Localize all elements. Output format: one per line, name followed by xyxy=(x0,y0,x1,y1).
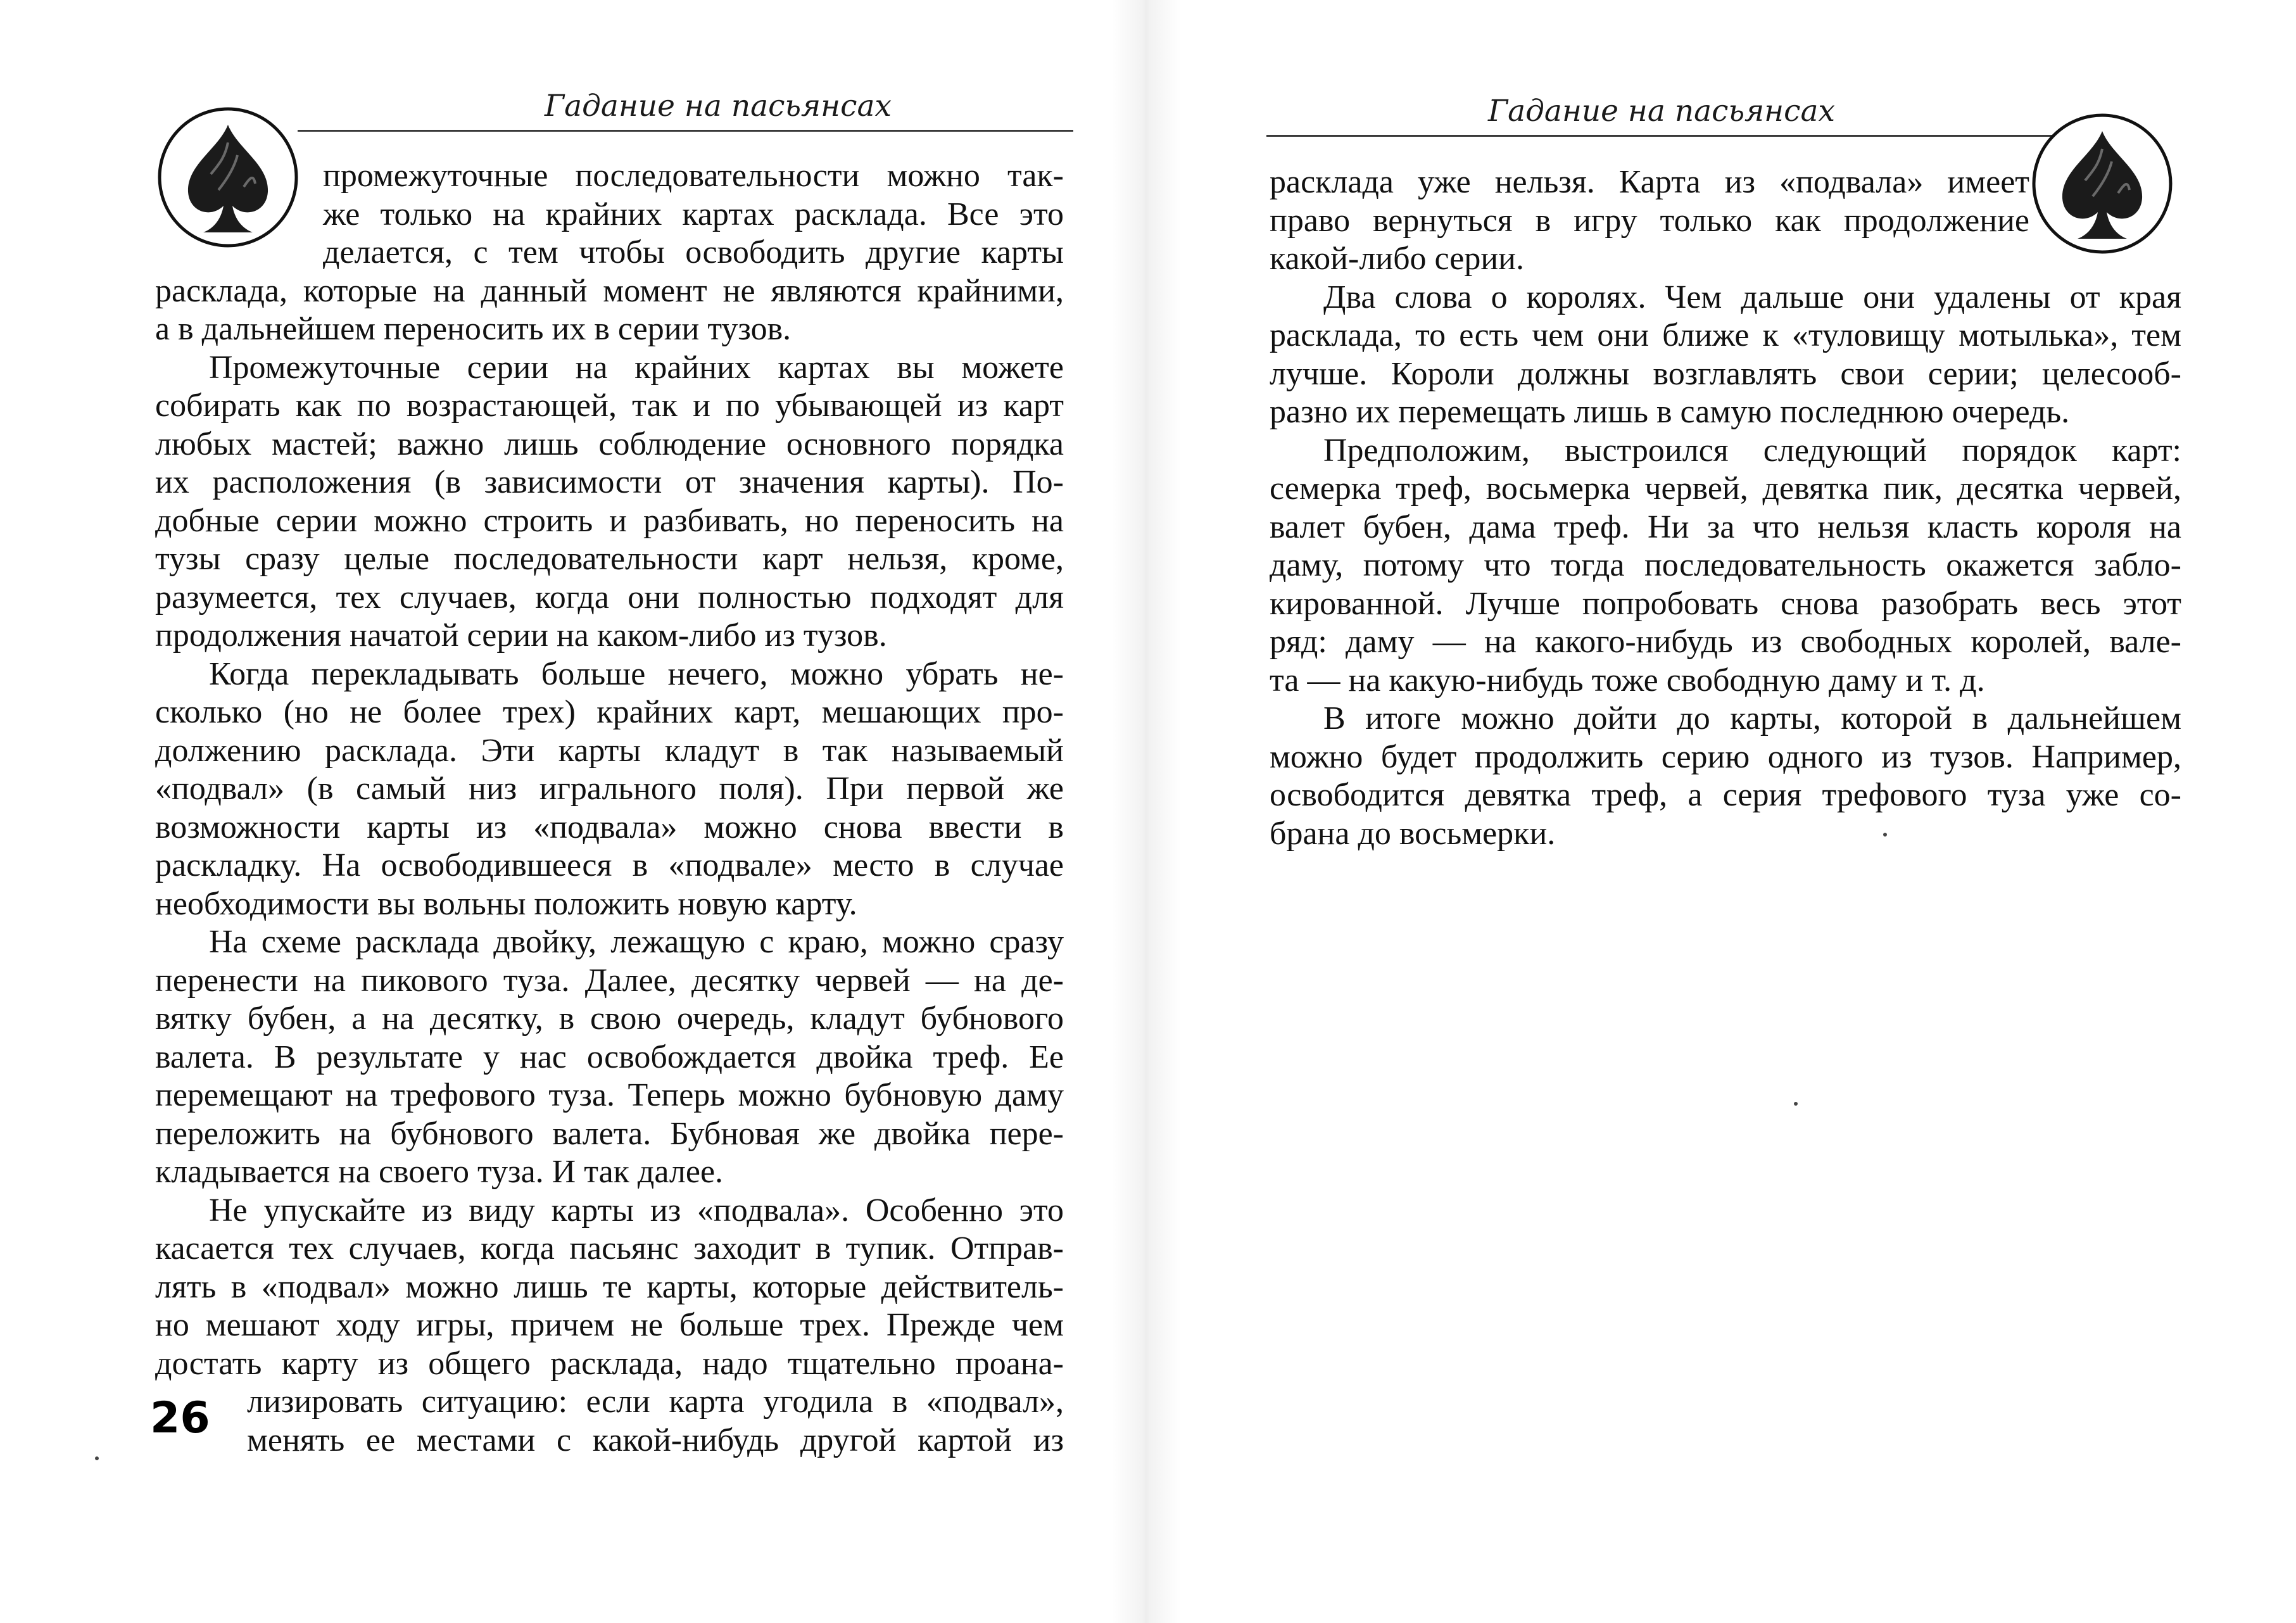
text-line: кированной. Лучше попробовать снова разобрать весь этот xyxy=(1270,585,2181,622)
text-line: брана до восьмерки. xyxy=(1270,815,1556,852)
text-line: Предположим, выстроился следующий порядок карт: xyxy=(1323,432,2181,469)
text-line: добные серии можно строить и разбивать, но переносить на xyxy=(155,502,1064,539)
print-speck xyxy=(95,1456,99,1460)
print-speck xyxy=(1794,1102,1798,1106)
text-line: любых мастей; важно лишь соблюдение основного порядка xyxy=(155,426,1064,462)
text-line: необходимости вы вольны положить новую карту. xyxy=(155,885,857,922)
text-line: касается тех случаев, когда пасьянс заходит в тупик. Отправ- xyxy=(155,1230,1064,1266)
text-line: но мешают ходу игры, причем не больше трех. Прежде чем xyxy=(155,1307,1064,1343)
text-line: расклада уже нельзя. Карта из «подвала» имеет xyxy=(1270,164,2029,200)
right-header-rule xyxy=(1266,135,2067,137)
text-line: перенести на пикового туза. Далее, десятку червей — на де- xyxy=(155,962,1064,999)
text-line: освободится девятка треф, а серия трефового туза уже со- xyxy=(1270,777,2181,813)
text-line: «подвал» (в самый низ игрального поля). При первой же xyxy=(155,771,1064,807)
text-line: та — на какую-нибудь тоже свободную даму и т. д. xyxy=(1270,662,1985,698)
right-page-body xyxy=(1270,163,2181,853)
text-line: кладывается на своего туза. И так далее. xyxy=(155,1154,724,1190)
text-line: же только на крайних картах расклада. Все это xyxy=(323,196,1064,232)
text-line: расклада, которые на данный момент не являются крайними, xyxy=(155,272,1064,309)
text-line: валет бубен, дама треф. Ни за что нельзя класть короля на xyxy=(1270,508,2181,545)
text-line: даму, потому что тогда последовательность окажется забло- xyxy=(1270,547,2181,583)
text-line: собирать как по возрастающей, так и по убывающей из карт xyxy=(155,388,1064,424)
text-line: а в дальнейшем переносить их в серии тузов. xyxy=(155,311,792,347)
text-line: На схеме расклада двойку, лежащую с краю, можно сразу xyxy=(209,924,1064,960)
text-line: разно их перемещать лишь в самую последнюю очередь. xyxy=(1270,394,2070,430)
page-number: 26 xyxy=(150,1393,210,1443)
right-running-head: Гадание на пасьянсах xyxy=(1488,94,1835,129)
text-line: продолжения начатой серии на каком-либо из тузов. xyxy=(155,617,887,654)
text-line: расклада, то есть чем они ближе к «туловищу мотылька», тем xyxy=(1270,317,2181,353)
text-line: переложить на бубнового валета. Бубновая же двойка пере- xyxy=(155,1115,1064,1152)
text-line: семерка треф, восьмерка червей, девятка пик, десятка червей, xyxy=(1270,470,2181,507)
print-speck xyxy=(1883,833,1887,837)
text-line: Промежуточные серии на крайних картах вы можете xyxy=(209,349,1064,386)
text-line: должению расклада. Эти карты кладут в так называемый xyxy=(155,732,1064,769)
text-line: разумеется, тех случаев, когда они полностью подходят для xyxy=(155,579,1064,616)
text-line: лизировать ситуацию: если карта угодила в «подвал», xyxy=(247,1384,1064,1420)
text-line: достать карту из общего расклада, надо тщательно проана- xyxy=(155,1345,1064,1382)
text-line: раскладку. На освободившееся в «подвале» место в случае xyxy=(155,847,1064,883)
text-line: Не упускайте из виду карты из «подвала». Особенно это xyxy=(209,1192,1064,1228)
text-line: Когда перекладывать больше нечего, можно убрать не- xyxy=(209,655,1064,692)
text-line: ряд: даму — на какого-нибудь из свободных королей, вале- xyxy=(1270,624,2181,660)
text-line: их расположения (в зависимости от значения карты). По- xyxy=(155,464,1064,500)
text-line: В итоге можно дойти до карты, которой в дальнейшем xyxy=(1323,700,2181,736)
text-line: тузы сразу целые последовательности карт нельзя, кроме, xyxy=(155,541,1064,577)
text-line: лять в «подвал» можно лишь те карты, которые действитель- xyxy=(155,1268,1064,1305)
text-line: менять ее местами с какой-нибудь другой картой из xyxy=(247,1422,1064,1458)
left-page-body xyxy=(155,157,1064,1460)
text-line: перемещают на трефового туза. Теперь можно бубновую даму xyxy=(155,1077,1064,1113)
text-line: промежуточные последовательности можно так- xyxy=(323,158,1064,194)
text-line: Два слова о королях. Чем дальше они удалены от края xyxy=(1323,279,2181,315)
text-line: лучше. Короли должны возглавлять свои серии; целесооб- xyxy=(1270,355,2181,392)
book-gutter xyxy=(1111,0,1181,1623)
text-line: делается, с тем чтобы освободить другие карты xyxy=(323,234,1064,270)
left-header-rule xyxy=(298,130,1073,132)
text-line: возможности карты из «подвала» можно снова ввести в xyxy=(155,809,1064,845)
text-line: валета. В результате у нас освобождается двойка треф. Ее xyxy=(155,1039,1064,1075)
text-line: сколько (но не более трех) крайних карт, мешающих про- xyxy=(155,694,1064,730)
text-line: вятку бубен, а на десятку, в свою очередь, кладут бубнового xyxy=(155,1001,1064,1037)
text-line: какой-либо серии. xyxy=(1270,241,1525,277)
text-line: можно будет продолжить серию одного из тузов. Например, xyxy=(1270,738,2181,775)
left-running-head: Гадание на пасьянсах xyxy=(545,89,892,123)
text-line: право вернуться в игру только как продолжение xyxy=(1270,202,2029,239)
